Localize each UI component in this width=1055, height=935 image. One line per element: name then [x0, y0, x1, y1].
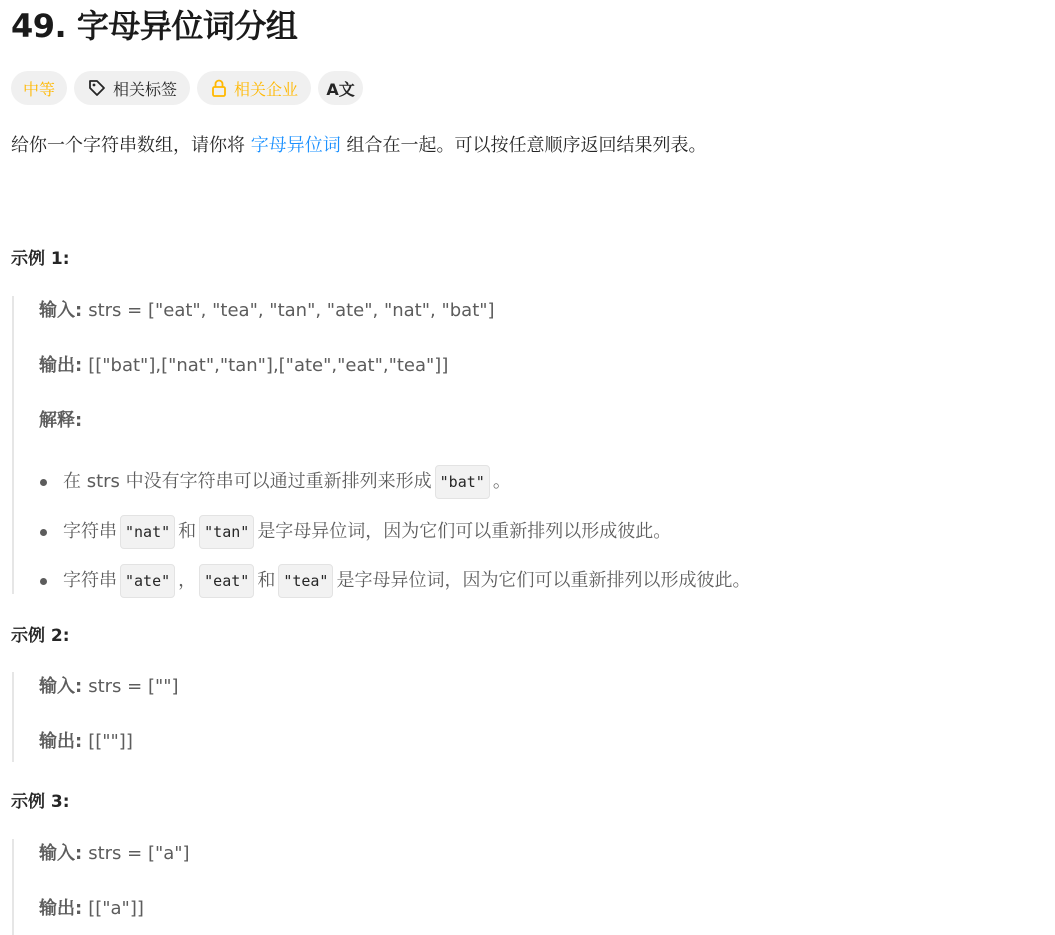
- example-3-input: 输入: strs = ["a"]: [39, 843, 190, 864]
- explain-label: 解释:: [39, 410, 83, 431]
- list-item: 字符串 "nat" 和 "tan" 是字母异位词，因为它们可以重新排列以形成彼此。: [40, 515, 671, 549]
- input-label: 输入:: [39, 300, 83, 321]
- translate-icon: A文: [326, 79, 355, 99]
- problem-title: 49. 字母异位词分组: [11, 7, 298, 45]
- related-companies-button[interactable]: [197, 71, 311, 105]
- related-tags-label: 相关标签: [113, 79, 178, 99]
- tag-icon: [87, 78, 107, 98]
- example-1-block: [12, 296, 495, 594]
- output-label: 输出:: [39, 355, 83, 376]
- output-label: 输出:: [39, 731, 83, 752]
- description-prefix: 给你一个字符串数组，请你将: [11, 135, 245, 156]
- example-2-block: [12, 672, 179, 762]
- list-item: 字符串 "ate" ， "eat" 和 "tea" 是字母异位词，因为它们可以重新排列以形成彼此。: [40, 564, 750, 598]
- related-companies-label: 相关企业: [234, 79, 299, 99]
- example-3-output: 输出: [["a"]]: [39, 898, 144, 919]
- tag-row: [11, 71, 363, 105]
- lock-icon: [210, 78, 228, 98]
- description-suffix: 组合在一起。可以按任意顺序返回结果列表。: [346, 135, 707, 156]
- example-1-input: 输入: strs = ["eat", "tea", "tan", "ate", "nat", "bat"]: [39, 300, 495, 321]
- list-item: 在 strs 中没有字符串可以通过重新排列来形成 "bat" 。: [40, 465, 511, 499]
- example-1-title: 示例 1:: [11, 249, 70, 269]
- output-label: 输出:: [39, 898, 83, 919]
- input-label: 输入:: [39, 843, 83, 864]
- input-label: 输入:: [39, 676, 83, 697]
- difficulty-badge[interactable]: 中等: [11, 71, 67, 105]
- anagram-link[interactable]: 字母异位词: [250, 135, 341, 156]
- example-2-output: 输出: [[""]]: [39, 731, 133, 752]
- example-2-input: 输入: strs = [""]: [39, 676, 179, 697]
- bullet-dot: [40, 529, 47, 536]
- related-tags-button[interactable]: [74, 71, 190, 105]
- translate-button[interactable]: [318, 71, 363, 105]
- example-1-output: 输出: [["bat"],["nat","tan"],["ate","eat","tea"]]: [39, 355, 449, 376]
- example-3-block: [12, 839, 190, 935]
- bullet-dot: [40, 479, 47, 486]
- example-2-title: 示例 2:: [11, 626, 70, 646]
- bullet-dot: [40, 578, 47, 585]
- example-1-explain: [39, 406, 495, 436]
- problem-description: [11, 131, 706, 161]
- example-3-title: 示例 3:: [11, 792, 70, 812]
